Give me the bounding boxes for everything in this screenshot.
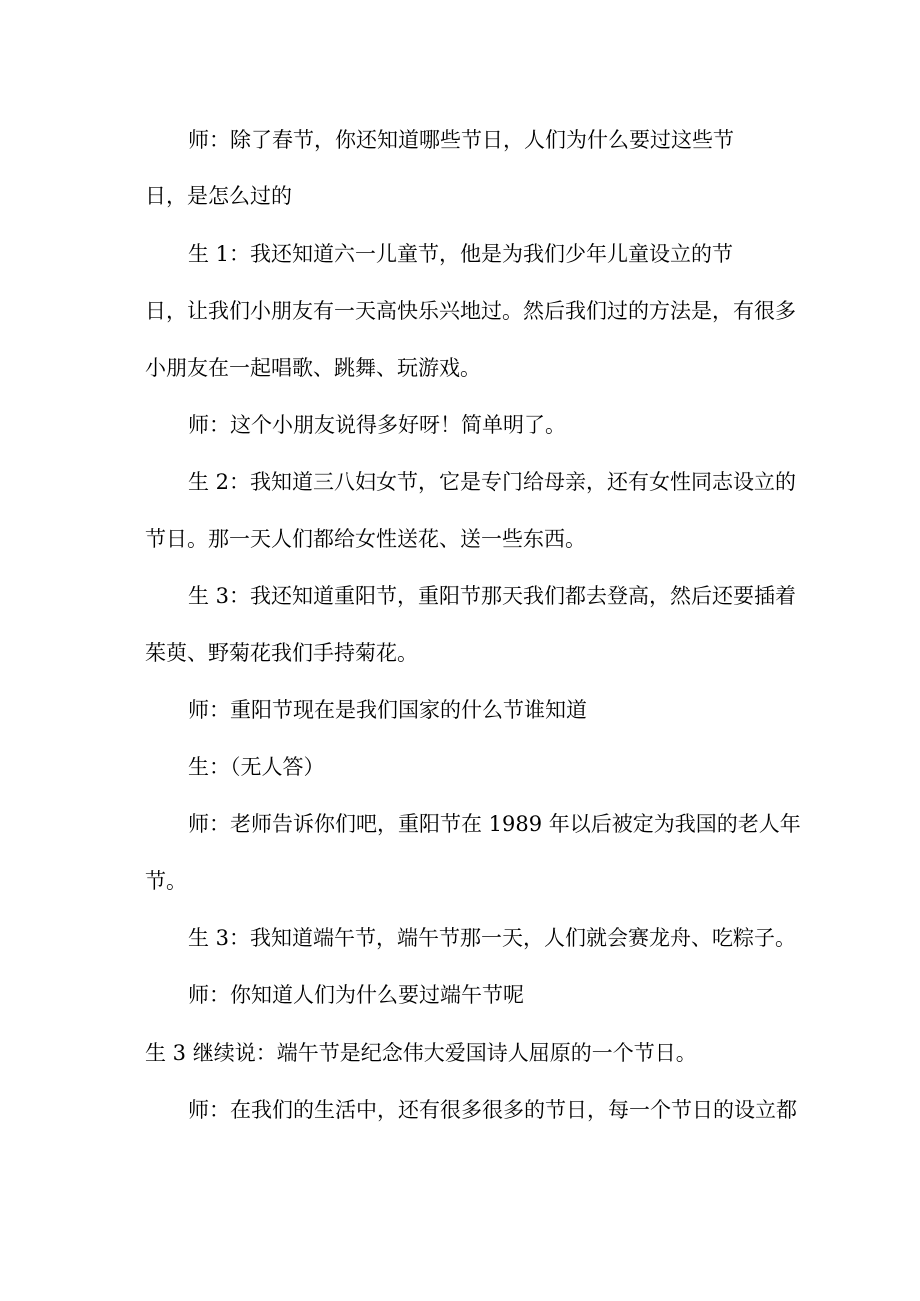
text-line-continuation: 日，让我们小朋友有一天高快乐兴地过。然后我们过的方法是，有很多 <box>145 299 796 323</box>
text-line-teacher-praise: 师：这个小朋友说得多好呀！简单明了。 <box>188 413 566 437</box>
text-line-teacher-question: 师：你知道人们为什么要过端午节呢 <box>188 983 524 1007</box>
text-line-teacher-question: 师：除了春节，你还知道哪些节日，人们为什么要过这些节 <box>188 128 734 152</box>
text-line-teacher-question: 师：重阳节现在是我们国家的什么节谁知道 <box>188 698 587 722</box>
text-line-teacher-explanation: 师：老师告诉你们吧，重阳节在 1989 年以后被定为我国的老人年 <box>188 812 801 836</box>
text-line-teacher-summary: 师：在我们的生活中，还有很多很多的节日，每一个节日的设立都 <box>188 1098 797 1122</box>
text-line-continuation: 小朋友在一起唱歌、跳舞、玩游戏。 <box>145 356 481 380</box>
text-line-student-silence: 生：（无人答） <box>188 755 325 779</box>
text-line-student-3-continues: 生 3 继续说：端午节是纪念伟大爱国诗人屈原的一个节日。 <box>145 1041 697 1065</box>
text-line-continuation: 节日。那一天人们都给女性送花、送一些东西。 <box>145 527 586 551</box>
text-line-continuation: 节。 <box>145 869 187 893</box>
text-line-continuation: 茱萸、野菊花我们手持菊花。 <box>145 641 418 665</box>
text-line-student-3: 生 3：我知道端午节，端午节那一天，人们就会赛龙舟、吃粽子。 <box>188 926 797 950</box>
text-line-continuation: 日，是怎么过的 <box>145 184 292 208</box>
text-line-student-3: 生 3：我还知道重阳节，重阳节那天我们都去登高，然后还要插着 <box>188 584 797 608</box>
text-line-student-2: 生 2：我知道三八妇女节，它是专门给母亲，还有女性同志设立的 <box>188 470 797 494</box>
text-line-student-1: 生 1：我还知道六一儿童节，他是为我们少年儿童设立的节 <box>188 242 734 266</box>
